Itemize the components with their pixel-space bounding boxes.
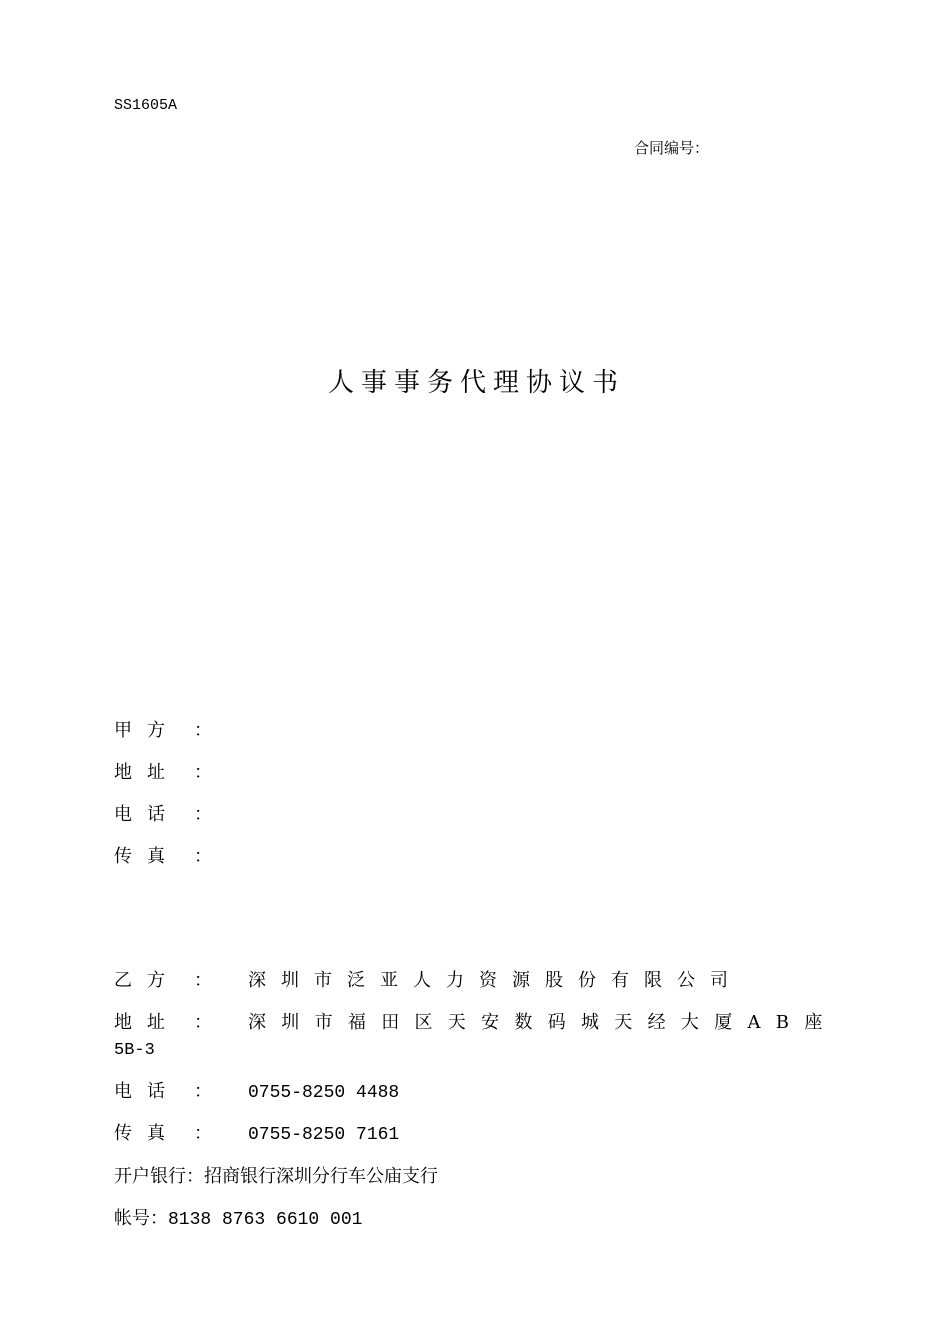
party-b-account-value: 8138 8763 6610 001 xyxy=(168,1210,363,1230)
colon: ： xyxy=(194,720,212,741)
party-a-fax-row xyxy=(114,845,248,869)
party-b-name-label: 乙方 xyxy=(114,970,180,991)
document-code: SS1605A xyxy=(114,97,178,114)
party-a-fax-label: 传真 xyxy=(114,846,180,867)
party-b-name-row xyxy=(114,969,743,993)
party-b-fax-label: 传真 xyxy=(114,1123,180,1144)
party-b-bank-row xyxy=(114,1165,438,1189)
party-b-name-value: 深圳市泛亚人力资源股份有限公司 xyxy=(248,970,743,991)
party-a-phone-row xyxy=(114,803,248,827)
party-b-address-label: 地址 xyxy=(114,1012,180,1033)
party-a-name-label: 甲方 xyxy=(114,720,180,741)
party-b-account-label: 帐号： xyxy=(114,1208,168,1229)
colon: ： xyxy=(194,1012,212,1033)
party-b-address-wrap: 5B-3 xyxy=(114,1041,155,1060)
colon: ： xyxy=(194,1123,212,1144)
party-b-address-row xyxy=(114,1011,838,1035)
party-b-bank-value: 招商银行深圳分行车公庙支行 xyxy=(204,1166,438,1187)
party-b-account-row xyxy=(114,1207,362,1232)
party-b-address-value: 深圳市福田区天安数码城天经大厦AB座 xyxy=(248,1012,838,1033)
party-a-name-row xyxy=(114,719,248,743)
party-b-fax-row xyxy=(114,1122,399,1147)
party-a-address-label: 地址 xyxy=(114,762,180,783)
party-a-address-row xyxy=(114,761,248,785)
party-a-phone-label: 电话 xyxy=(114,804,180,825)
colon: ： xyxy=(194,762,212,783)
colon: ： xyxy=(194,970,212,991)
party-b-bank-label: 开户银行： xyxy=(114,1166,204,1187)
party-b-fax-value: 0755-8250 7161 xyxy=(248,1125,400,1145)
page-title: 人事事务代理协议书 xyxy=(327,368,625,398)
colon: ： xyxy=(194,846,212,867)
colon: ： xyxy=(194,1081,212,1102)
party-b-phone-row xyxy=(114,1080,399,1105)
colon: ： xyxy=(194,804,212,825)
party-b-phone-value: 0755-8250 4488 xyxy=(248,1083,400,1103)
contract-number-label: 合同编号： xyxy=(634,139,710,157)
party-b-phone-label: 电话 xyxy=(114,1081,180,1102)
